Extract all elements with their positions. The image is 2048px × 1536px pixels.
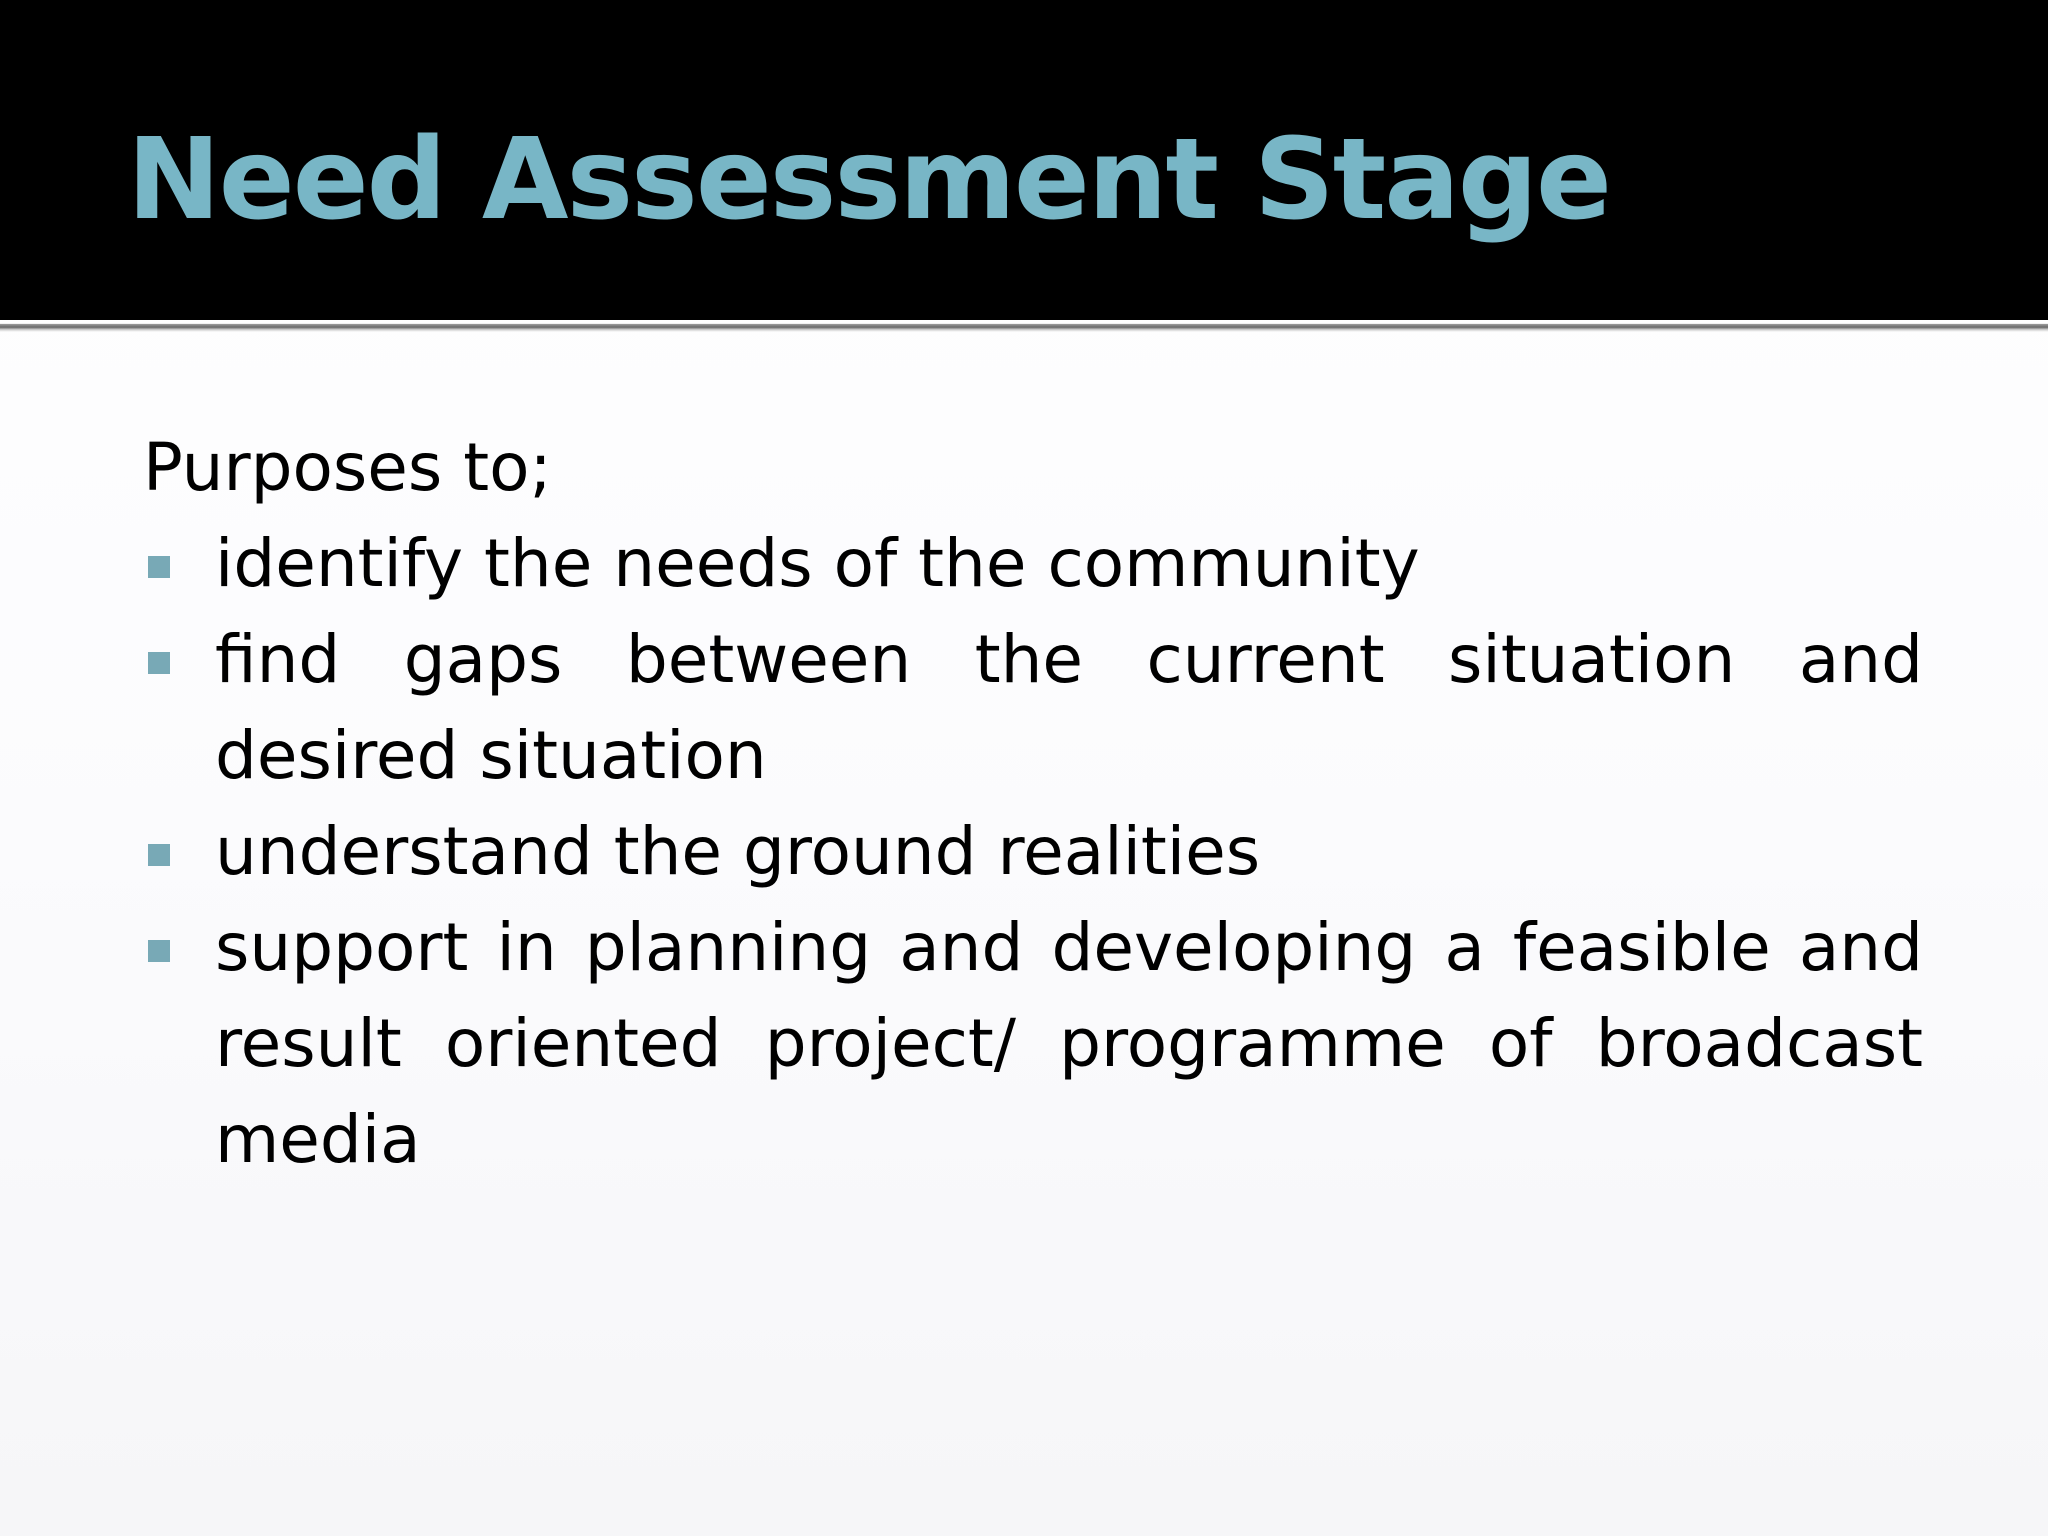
square-bullet-icon — [148, 652, 170, 674]
title-bar — [0, 0, 2048, 320]
bullet-text: identify the needs of the community — [215, 525, 1420, 602]
square-bullet-icon — [148, 940, 170, 962]
bullet-text: support in planning and developing a feasible and result oriented project/ programme of broadcast media — [215, 909, 1923, 1178]
lead-text: Purposes to; — [143, 429, 552, 506]
square-bullet-icon — [148, 556, 170, 578]
bullet-text: find gaps between the current situation and desired situation — [215, 621, 1923, 794]
slide-title: Need Assessment Stage — [127, 115, 1610, 245]
bullet-item — [143, 804, 1923, 900]
bullet-item — [143, 612, 1923, 804]
bullet-text: understand the ground realities — [215, 813, 1261, 890]
title-divider — [0, 320, 2048, 332]
bullet-item — [143, 516, 1923, 612]
square-bullet-icon — [148, 844, 170, 866]
slide-content — [143, 420, 1923, 1188]
bullet-item — [143, 900, 1923, 1188]
bullet-list — [143, 516, 1923, 1188]
